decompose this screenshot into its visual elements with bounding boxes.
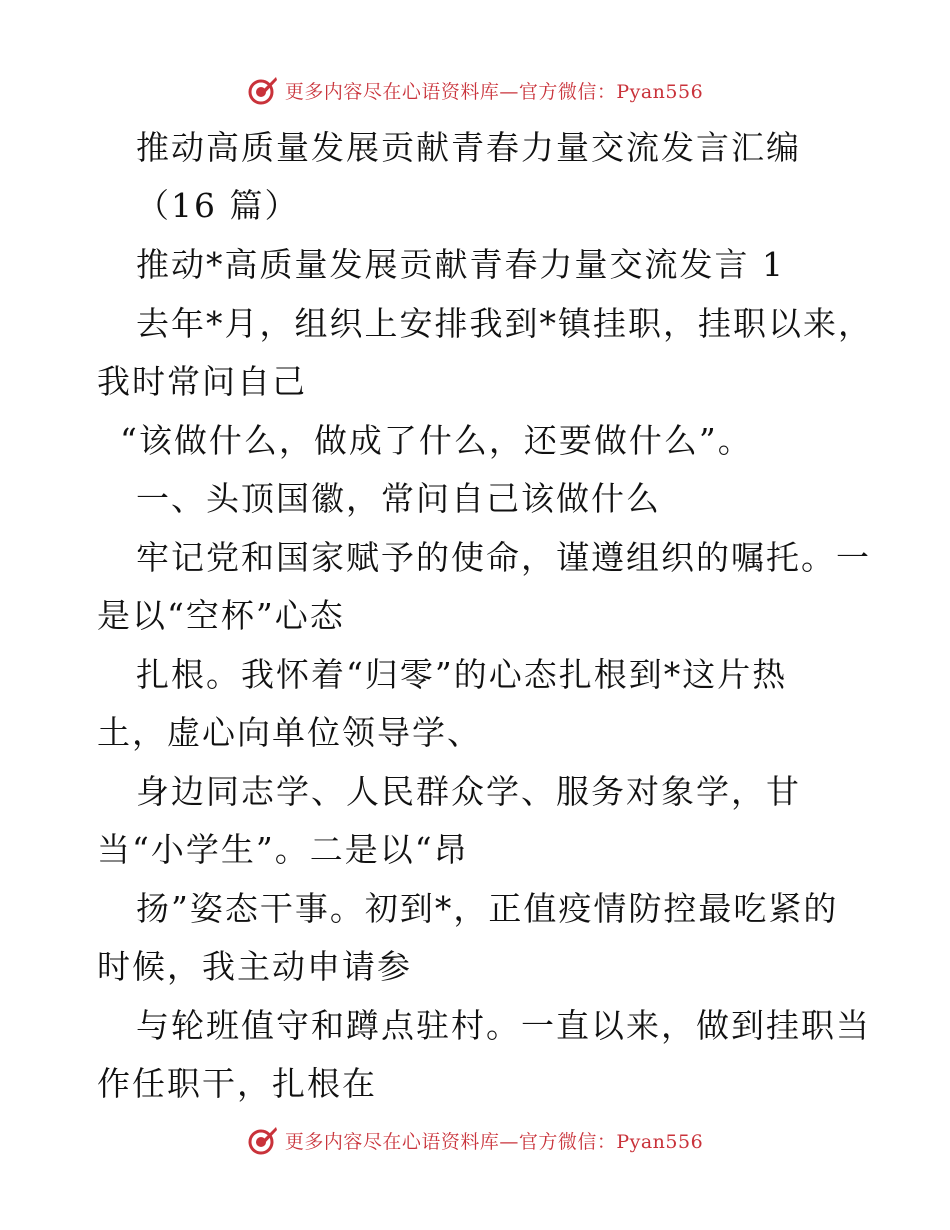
footer-wechat-id: Pyan556: [616, 1130, 704, 1153]
document-title-count: （16 篇）: [136, 186, 300, 225]
body-line: “该做什么，做成了什么，还要做什么”。: [120, 421, 753, 460]
body-line: 是以“空杯”心态: [97, 596, 345, 635]
header-banner: [0, 70, 950, 110]
subheading: 一、头顶国徽，常问自己该做什么: [136, 479, 661, 518]
quill-logo-icon: [247, 1124, 279, 1156]
document-title: 推动高质量发展贡献青春力量交流发言汇编: [136, 128, 801, 167]
body-line: 扎根。我怀着“归零”的心态扎根到*这片热: [136, 655, 788, 694]
body-line: 当“小学生”。二是以“昂: [97, 830, 469, 869]
header-wechat-id: Pyan556: [616, 80, 704, 103]
body-line: 去年*月，组织上安排我到*镇挂职，挂职以来，: [136, 304, 873, 343]
body-line: 身边同志学、人民群众学、服务对象学，甘: [136, 772, 801, 811]
body-line: 与轮班值守和蹲点驻村。一直以来，做到挂职当: [136, 1006, 871, 1045]
section-title: 推动*高质量发展贡献青春力量交流发言 1: [136, 245, 785, 284]
body-line: 土，虚心向单位领导学、: [97, 713, 482, 752]
body-line: 时候，我主动申请参: [97, 947, 412, 986]
header-banner-text: 更多内容尽在心语资料库—官方微信：: [284, 80, 617, 103]
body-line: 牢记党和国家赋予的使命，谨遵组织的嘱托。一: [136, 538, 871, 577]
body-line: 扬”姿态干事。初到*，正值疫情防控最吃紧的: [136, 889, 839, 928]
footer-banner-text: 更多内容尽在心语资料库—官方微信：: [284, 1130, 617, 1153]
body-line: 作任职干，扎根在: [97, 1064, 377, 1103]
footer-banner: [0, 1120, 950, 1160]
body-line: 我时常问自己: [97, 362, 307, 401]
quill-logo-icon: [247, 74, 279, 106]
